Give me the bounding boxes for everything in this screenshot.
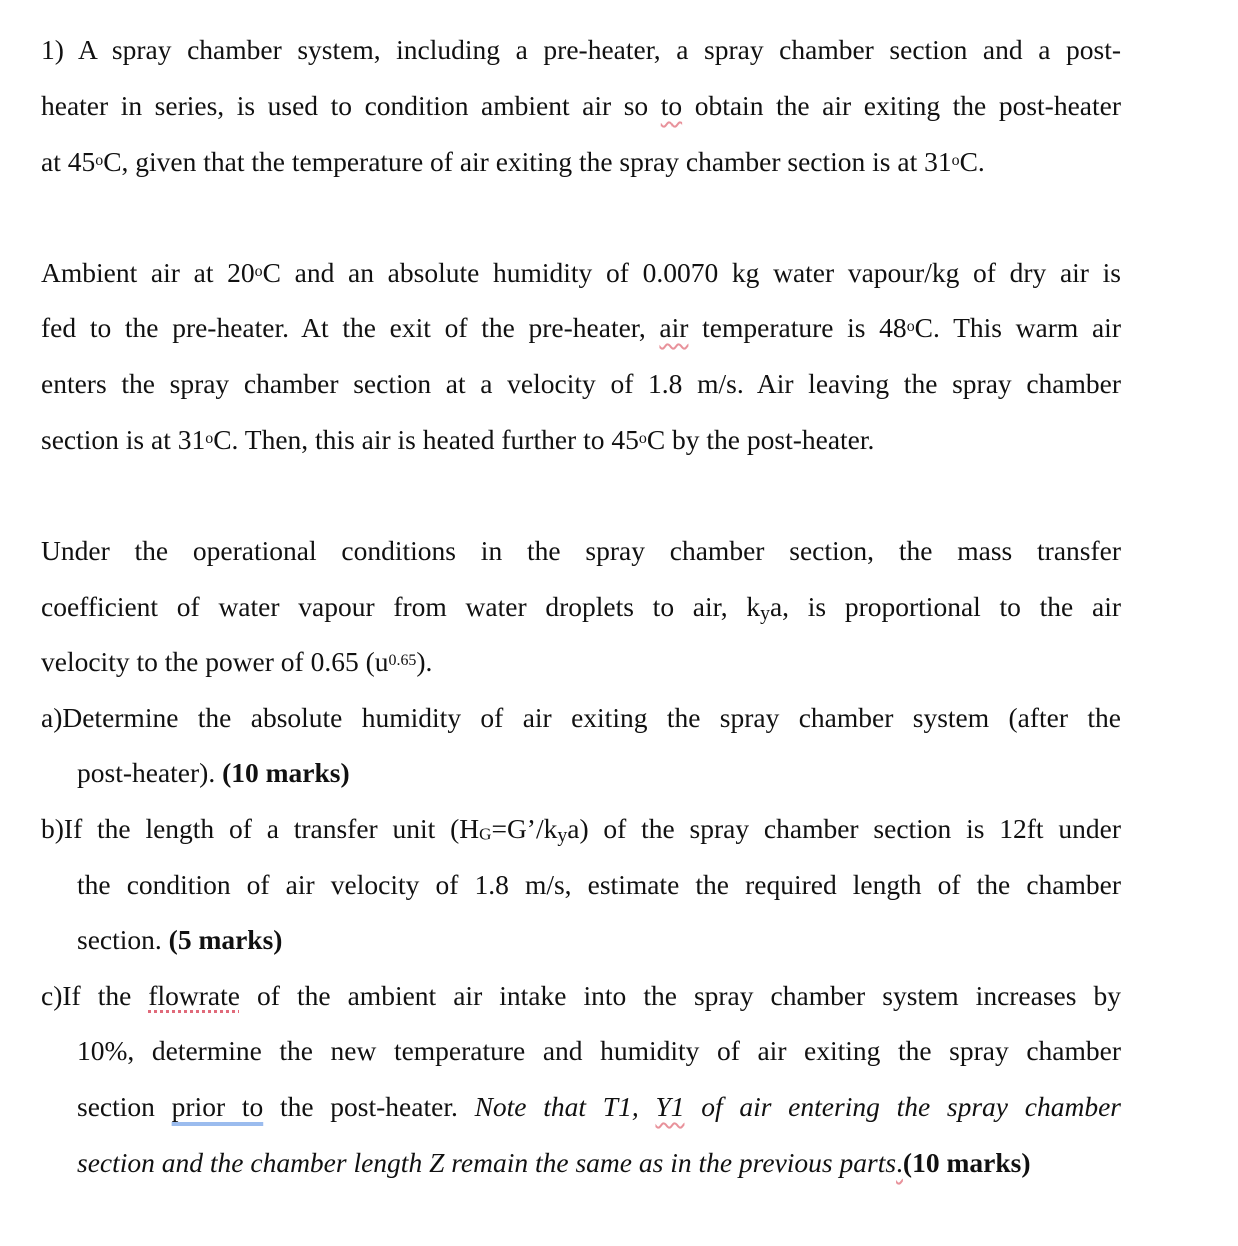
text: 1) A spray chamber system, including a pre-heater, a spray chamber section and a post- [41, 34, 1121, 65]
text: =G’/k [491, 813, 558, 844]
text: C. This warm air [914, 312, 1121, 343]
text: coefficient of water vapour from water droplets to air, k [41, 591, 761, 622]
degree-sign: o [906, 317, 915, 335]
text: section is at 31 [41, 424, 206, 455]
qc-line-4 [77, 1146, 1121, 1180]
text: Ambient air at 20 [41, 257, 255, 288]
text: temperature is 48 [688, 312, 907, 343]
text: C and an absolute humidity of 0.0070 kg water vapour/kg of dry air is [262, 257, 1121, 288]
degree-sign: o [254, 262, 263, 280]
text: Under the operational conditions in the spray chamber section, the mass transfer [41, 535, 1121, 566]
degree-sign: o [951, 151, 960, 169]
text: the condition of air velocity of 1.8 m/s, estimate the required length of the chamber [77, 869, 1121, 900]
p2-line-3 [41, 367, 1121, 401]
note-italic: section and the chamber length Z remain the same as in the previous parts [77, 1147, 897, 1178]
p2-line-4 [41, 423, 1121, 457]
grammar-flag-y1[interactable]: Y1 [655, 1091, 685, 1122]
qb-line-1 [41, 812, 1121, 846]
p3-line-1 [41, 534, 1121, 568]
p1-line-3 [41, 145, 1121, 179]
text: velocity to the power of 0.65 (u [41, 646, 389, 677]
text: section. [77, 924, 169, 955]
p1-line-1 [41, 33, 1121, 67]
text: a)Determine the absolute humidity of air exiting the spray chamber system (after the [41, 702, 1121, 733]
text: the post-heater. [263, 1091, 475, 1122]
subscript-y: y [760, 602, 770, 625]
p2-line-1 [41, 256, 1121, 290]
text: C, given that the temperature of air exiting the spray chamber section is at 31 [103, 146, 952, 177]
text: C. Then, this air is heated further to 45 [213, 424, 639, 455]
text: a, is proportional to the air [769, 591, 1121, 622]
text: section [77, 1091, 172, 1122]
style-flag-prior-to[interactable]: prior to [171, 1091, 264, 1122]
grammar-flag-period[interactable]: . [896, 1147, 903, 1178]
degree-sign: o [205, 429, 214, 447]
qc-line-2 [77, 1034, 1121, 1068]
p1-line-2 [41, 89, 1121, 123]
marks-a: (10 marks) [222, 757, 350, 788]
text: b)If the length of a transfer unit (H [41, 813, 480, 844]
degree-sign: o [638, 429, 647, 447]
text: a) of the spray chamber section is 12ft under [567, 813, 1121, 844]
subscript-y: y [557, 824, 568, 847]
exponent: 0.65 [388, 651, 417, 669]
spelling-flag-flowrate[interactable]: flowrate [148, 980, 240, 1011]
text: C. [959, 146, 985, 177]
text: at 45 [41, 146, 96, 177]
p2-line-2 [41, 311, 1121, 345]
note-italic: Note that T1, [474, 1091, 656, 1122]
text: of the ambient air intake into the spray chamber system increases by [239, 980, 1121, 1011]
text: enters the spray chamber section at a velocity of 1.8 m/s. Air leaving the spray chamber [41, 368, 1121, 399]
note-italic: of air entering the spray chamber [684, 1091, 1121, 1122]
text: c)If the [41, 980, 149, 1011]
text: obtain the air exiting the post-heater [682, 90, 1121, 121]
qc-line-1 [41, 979, 1121, 1013]
text: ). [416, 646, 433, 677]
text: C by the post-heater. [646, 424, 875, 455]
qa-line-2 [77, 756, 1121, 790]
marks-b: (5 marks) [168, 924, 283, 955]
p3-line-2 [41, 590, 1121, 624]
marks-c: (10 marks) [902, 1147, 1031, 1178]
text: fed to the pre-heater. At the exit of the pre-heater, [41, 312, 660, 343]
text: 10%, determine the new temperature and humidity of air exiting the spray chamber [77, 1035, 1121, 1066]
qa-line-1 [41, 701, 1121, 735]
p3-line-3 [41, 645, 1121, 679]
grammar-flag-to[interactable]: to [660, 90, 683, 121]
subscript-G: G [479, 824, 492, 844]
qb-line-2 [77, 868, 1121, 902]
qb-line-3 [77, 923, 1121, 957]
text: post-heater). [77, 757, 223, 788]
text: heater in series, is used to condition ambient air so [41, 90, 661, 121]
qc-line-3 [77, 1090, 1121, 1124]
degree-sign: o [95, 151, 104, 169]
grammar-flag-air[interactable]: air [659, 312, 689, 343]
